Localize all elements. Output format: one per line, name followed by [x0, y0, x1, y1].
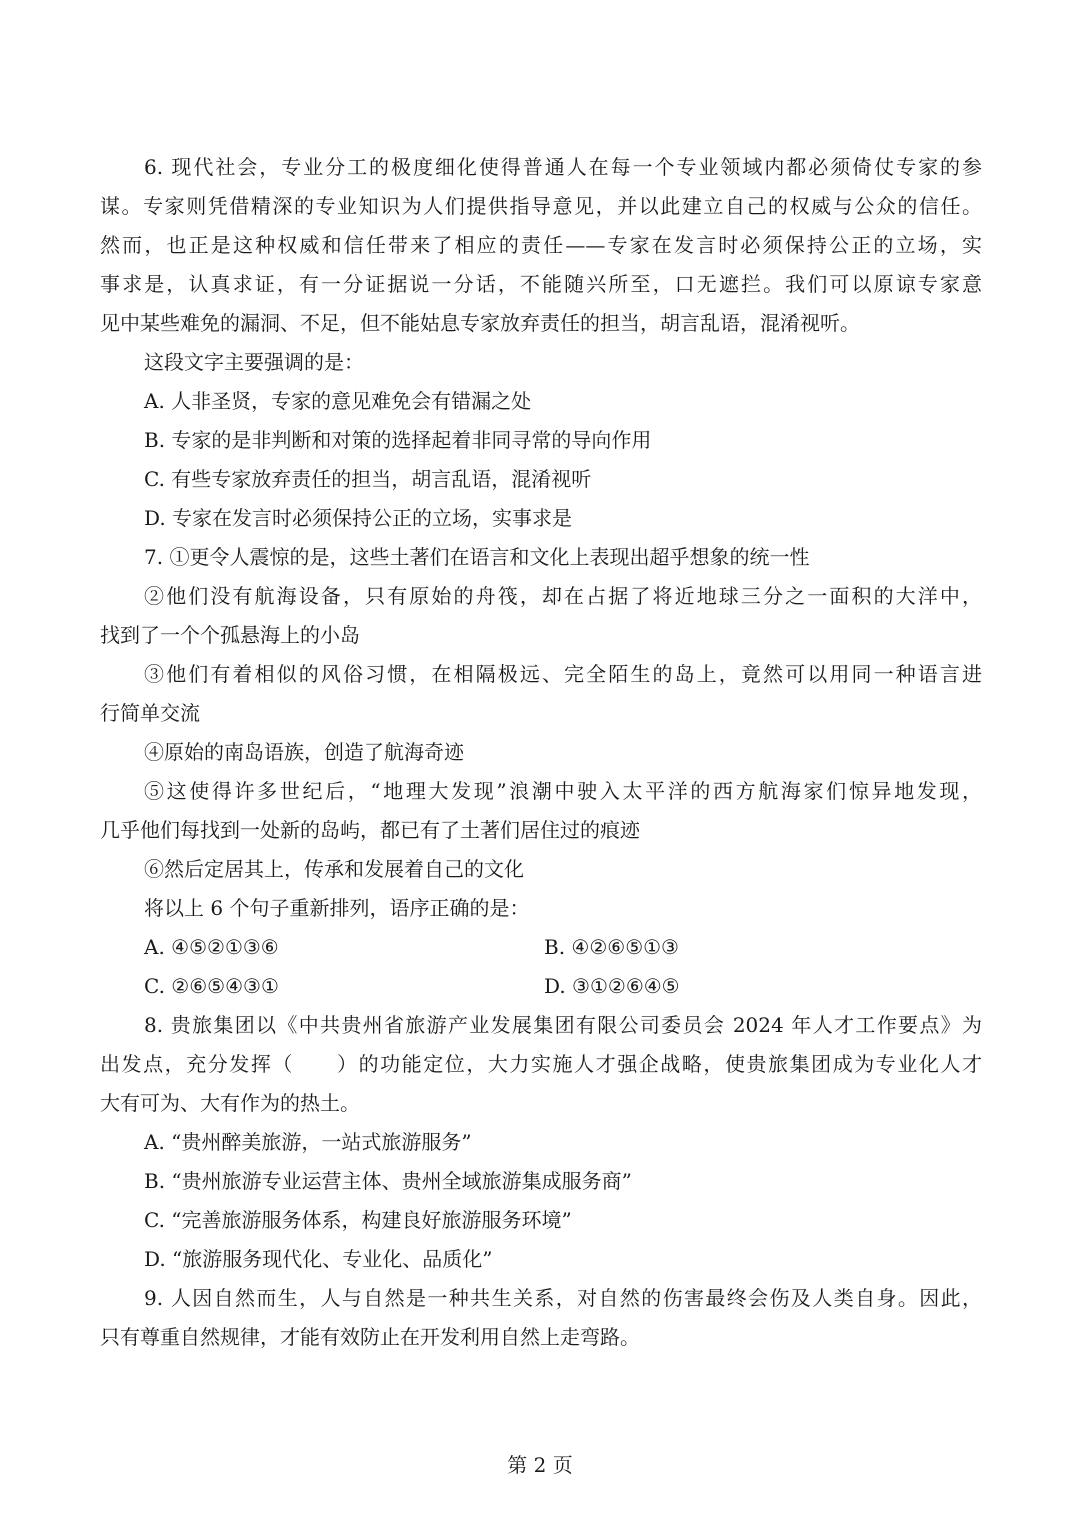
q7-sentence-3-cont: 行简单交流	[100, 701, 200, 725]
q8-stem-line: 出发点，充分发挥（ ）的功能定位，大力实施人才强企战略，使贵旅集团成为专业化人才	[100, 1052, 982, 1076]
q9-stem-line: 9. 人因自然而生，人与自然是一种共生关系，对自然的伤害最终会伤及人类自身。因此，	[144, 1286, 982, 1310]
q8-option-c: C. “完善旅游服务体系，构建良好旅游服务环境”	[144, 1208, 572, 1232]
q7-option-b: B. ④②⑥⑤①③	[544, 935, 679, 959]
q7-sentence-2: ②他们没有航海设备，只有原始的舟筏，却在占据了将近地球三分之一面积的大洋中，	[144, 584, 982, 608]
q6-stem-line: 6. 现代社会，专业分工的极度细化使得普通人在每一个专业领域内都必须倚仗专家的参	[144, 155, 982, 179]
q9-stem-line: 只有尊重自然规律，才能有效防止在开发利用自然上走弯路。	[100, 1325, 640, 1349]
q7-sentence-5-cont: 几乎他们每找到一处新的岛屿，都已有了土著们居住过的痕迹	[100, 818, 640, 842]
q6-option-d: D. 专家在发言时必须保持公正的立场，实事求是	[144, 506, 573, 530]
q7-sentence-1: 7. ①更令人震惊的是，这些土著们在语言和文化上表现出超乎想象的统一性	[144, 545, 810, 569]
q7-option-row	[100, 928, 982, 967]
question-8	[100, 1006, 982, 1279]
question-6	[100, 148, 982, 538]
q6-prompt: 这段文字主要强调的是：	[144, 350, 364, 374]
q8-stem-line: 8. 贵旅集团以《中共贵州省旅游产业发展集团有限公司委员会 2024 年人才工作要点》为	[144, 1013, 982, 1037]
q7-option-d: D. ③①②⑥④⑤	[544, 974, 680, 998]
question-9	[100, 1279, 982, 1357]
q7-sentence-2-cont: 找到了一个个孤悬海上的小岛	[100, 623, 360, 647]
page-content	[100, 148, 982, 1357]
q6-stem-line: 见中某些难免的漏洞、不足，但不能姑息专家放弃责任的担当，胡言乱语，混淆视听。	[100, 311, 860, 335]
question-7	[100, 538, 982, 1006]
q7-sentence-6: ⑥然后定居其上，传承和发展着自己的文化	[144, 857, 524, 881]
q7-sentence-3: ③他们有着相似的风俗习惯，在相隔极远、完全陌生的岛上，竟然可以用同一种语言进	[144, 662, 982, 686]
q7-option-a: A. ④⑤②①③⑥	[144, 935, 279, 959]
q6-option-b: B. 专家的是非判断和对策的选择起着非同寻常的导向作用	[144, 428, 652, 452]
q7-sentence-5: ⑤这使得许多世纪后，“地理大发现”浪潮中驶入太平洋的西方航海家们惊异地发现，	[144, 779, 982, 803]
q7-sentence-4: ④原始的南岛语族，创造了航海奇迹	[144, 740, 464, 764]
q6-stem-line: 事求是，认真求证，有一分证据说一分话，不能随兴所至，口无遮拦。我们可以原谅专家意	[100, 272, 982, 296]
q6-stem-line: 然而，也正是这种权威和信任带来了相应的责任——专家在发言时必须保持公正的立场，实	[100, 233, 982, 257]
q6-option-c: C. 有些专家放弃责任的担当，胡言乱语，混淆视听	[144, 467, 592, 491]
q8-option-b: B. “贵州旅游专业运营主体、贵州全域旅游集成服务商”	[144, 1169, 632, 1193]
q7-option-row	[100, 967, 982, 1006]
page-number: 第 2 页	[507, 1453, 573, 1477]
q6-stem-line: 谋。专家则凭借精深的专业知识为人们提供指导意见，并以此建立自己的权威与公众的信任。	[100, 194, 982, 218]
q8-stem-line: 大有可为、大有作为的热土。	[100, 1091, 360, 1115]
q7-option-c: C. ②⑥⑤④③①	[144, 974, 279, 998]
q6-option-a: A. 人非圣贤，专家的意见难免会有错漏之处	[144, 389, 532, 413]
q8-option-a: A. “贵州醉美旅游，一站式旅游服务”	[144, 1130, 472, 1154]
q7-prompt: 将以上 6 个句子重新排列，语序正确的是：	[144, 896, 530, 920]
q8-option-d: D. “旅游服务现代化、专业化、品质化”	[144, 1247, 493, 1271]
